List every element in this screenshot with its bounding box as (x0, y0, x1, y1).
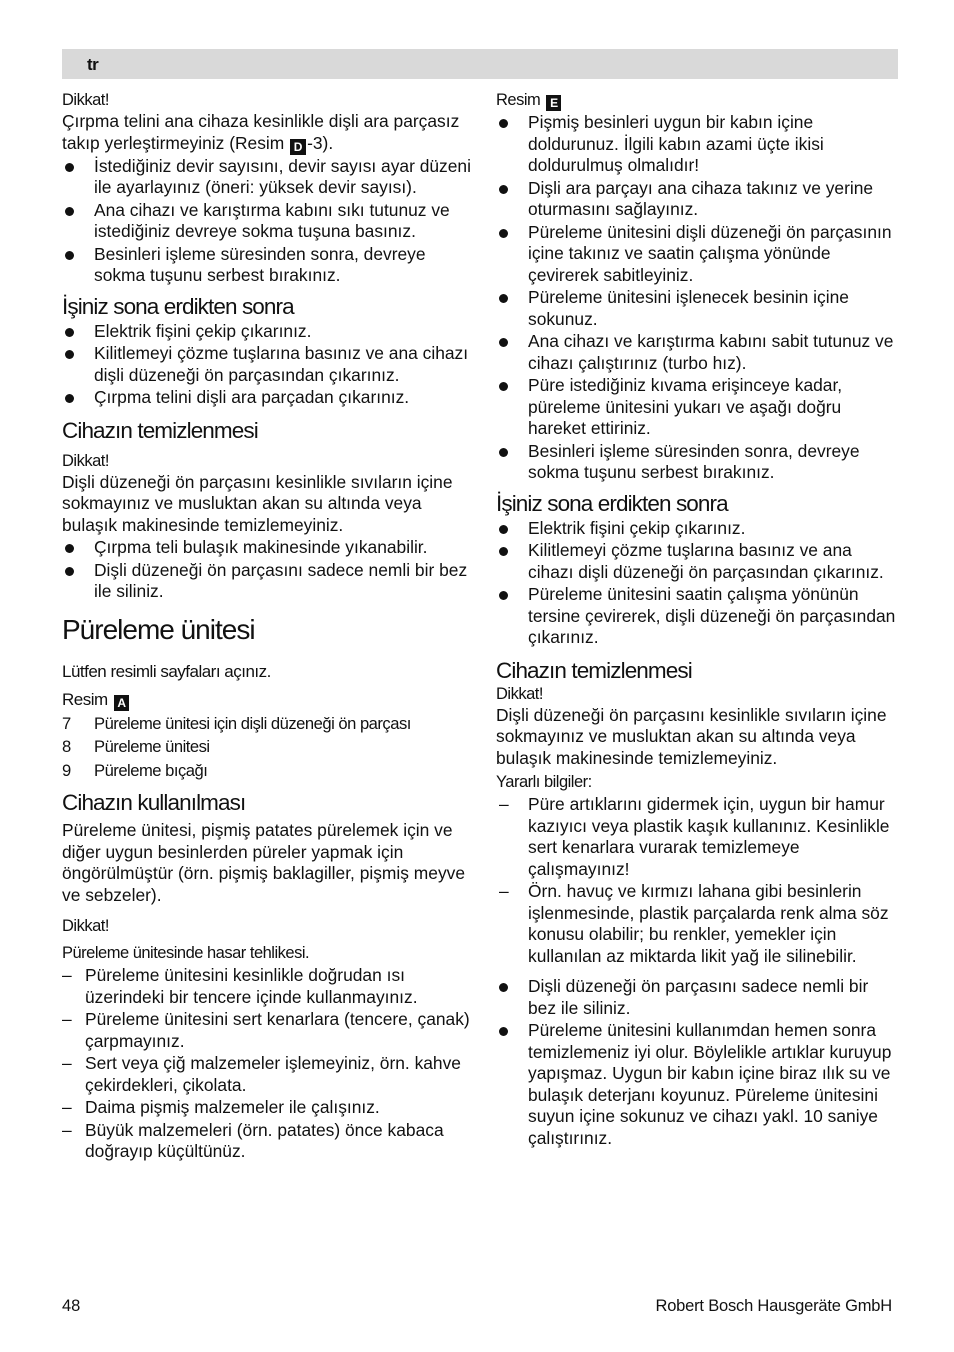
warning-label: Dikkat! (496, 684, 543, 703)
warning-label: Dikkat! (62, 917, 109, 935)
bullet-icon (499, 1027, 508, 1036)
bullet-icon (65, 251, 74, 260)
figure-reference: Resim E (496, 90, 898, 111)
list-item: – Sert veya çiğ malzemeler işlemeyiniz, örn. kahve çekirdekleri, çikolata. (62, 1053, 461, 1095)
list-item: Ana cihazı ve karıştırma kabını sabit tutunuz ve cihazı çalıştırınız (turbo hız). (496, 331, 898, 374)
figure-d-icon: D (290, 139, 306, 155)
list-item: Besinleri işleme süresinden sonra, devreye sokma tuşunu serbest bırakınız. (496, 441, 898, 484)
bullet-icon (499, 525, 508, 534)
caution-list (62, 965, 472, 1163)
puree-steps-list (496, 112, 898, 484)
left-column (62, 90, 472, 1163)
section-heading-after-use: İşiniz sona erdikten sonra (62, 293, 294, 319)
list-item: – Büyük malzemeleri (örn. patates) önce kabaca doğrayıp küçültünüz. (62, 1119, 444, 1161)
list-item: Pişmiş besinleri uygun bir kabın içine doldurunuz. İlgili kabın azami üçte ikisi doldurulmuş olmalıdır! (496, 112, 898, 177)
bullet-icon (65, 207, 74, 216)
bullet-icon (65, 350, 74, 359)
language-code: tr (87, 55, 99, 74)
part-item: 7 Püreleme ünitesi için dişli düzeneği ön parçası (62, 713, 411, 733)
section-heading-cleaning: Cihazın temizlenmesi (496, 657, 692, 683)
list-item: – Püre artıklarını gidermek için, uygun bir hamur kazıyıcı veya plastik kaşık kullanınız. Kesinlikle sert kenarlara vurarak temizlemeye çalışmayınız! (499, 794, 890, 879)
bullet-icon (499, 119, 508, 128)
tips-list (496, 794, 898, 967)
bullet-icon (499, 338, 508, 347)
bullet-icon (65, 328, 74, 337)
list-item: – Daima pişmiş malzemeler ile çalışınız. (62, 1097, 380, 1117)
tips-label: Yararlı bilgiler: (496, 773, 592, 791)
steps-list (62, 156, 472, 287)
page-number: 48 (62, 1297, 81, 1315)
after-use-list (62, 321, 472, 409)
bullet-icon (499, 229, 508, 238)
list-item: – Püreleme ünitesini kesinlikle doğrudan ısı üzerindeki bir tencere içinde kullanmayınız. (62, 965, 418, 1007)
list-item: Elektrik fişini çekip çıkarınız. (62, 321, 472, 343)
parts-list (62, 713, 472, 782)
list-item: İstediğiniz devir sayısını, devir sayısı ayar düzeni ile ayarlayınız (öneri: yüksek devir sayısı). (62, 156, 472, 199)
bullet-icon (65, 567, 74, 576)
section-heading-usage: Cihazın kullanılması (62, 790, 246, 815)
warning-text: Dişli düzeneği ön parçasını kesinlikle sıvıların içine sokmayınız ve musluktan akan su altında veya bulaşık makinesinde temizlemeyiniz. (62, 471, 453, 535)
section-heading-after-use: İşiniz sona erdikten sonra (496, 490, 728, 516)
warning-text: Çırpma telini ana cihaza kesinlikle dişli ara parçasız takıp yerleştirmeyiniz (Resim D -3). (62, 111, 460, 154)
bullet-icon (65, 163, 74, 172)
bullet-icon (499, 185, 508, 194)
bullet-icon (65, 544, 74, 553)
list-item: Elektrik fişini çekip çıkarınız. (496, 518, 898, 540)
bullet-icon (499, 983, 508, 992)
page-title: Püreleme ünitesi (62, 613, 255, 645)
figure-e-icon: E (546, 95, 561, 111)
list-item: Ana cihazı ve karıştırma kabını sıkı tutunuz ve istediğiniz devreye sokma tuşuna basınız. (62, 200, 472, 243)
warning-text: Dişli düzeneği ön parçasını kesinlikle sıvıların içine sokmayınız ve musluktan akan su altında veya bulaşık makinesinde temizlemeyiniz. (496, 704, 887, 768)
usage-text: Püreleme ünitesi, pişmiş patates pürelemek için ve diğer uygun besinlerden püreler yapmak için öngörülmüştür (örn. pişmiş baklagiller, pişmiş meyve ve sebzeler). (62, 820, 466, 905)
list-item: – Örn. havuç ve kırmızı lahana gibi besinlerin işlenmesinde, plastik parçalarda renk alma söz konusu olabilir; bu renkler, yemekler için kullanılan az miktarda likit yağ ile silinebilir. (499, 881, 889, 966)
cleaning-list (496, 976, 898, 1149)
list-item: Püreleme ünitesini kullanımdan hemen sonra temizlemeniz iyi olur. Böylelikle artıklar kuruyup yapışmaz. Uygun bir kabın içine biraz ılık su ve bulaşık deterjanı koyunuz. Püreleme ünitesini suyun içine sokunuz ve cihazı yakl. 10 saniye çalıştırınız. (496, 1020, 898, 1149)
list-item: Dişli düzeneği ön parçasını sadece nemli bir bez ile siliniz. (62, 560, 472, 603)
list-item: Çırpma telini dişli ara parçadan çıkarınız. (62, 387, 472, 409)
language-header-bar (62, 49, 898, 79)
list-item: Dişli düzeneği ön parçasını sadece nemli bir bez ile siliniz. (496, 976, 898, 1019)
figure-reference: Resim A (62, 689, 472, 711)
list-item: Kilitlemeyi çözme tuşlarına basınız ve ana cihazı dişli düzeneği ön parçasından çıkarınız. (62, 343, 472, 386)
part-item: 9 Püreleme bıçağı (62, 760, 208, 780)
list-item: Püreleme ünitesini dişli düzeneği ön parçasının içine takınız ve saatin çalışma yönünde çevirerek sabitleyiniz. (496, 222, 898, 287)
list-item: Püreleme ünitesini saatin çalışma yönünün tersine çevirerek, dişli düzeneği ön parçasından çıkarınız. (496, 584, 898, 649)
bullet-icon (499, 547, 508, 556)
after-use-list (496, 518, 898, 649)
company-name: Robert Bosch Hausgeräte GmbH (655, 1297, 892, 1315)
bullet-icon (499, 591, 508, 600)
figure-a-icon: A (114, 695, 129, 711)
list-item: – Püreleme ünitesini sert kenarlara (tencere, çanak) çarpmayınız. (62, 1009, 470, 1051)
list-item: Püre istediğiniz kıvama erişinceye kadar, püreleme ünitesini yukarı ve aşağı doğru hareket ettiriniz. (496, 375, 898, 440)
open-pages-note: Lütfen resimli sayfaları açınız. (62, 661, 271, 681)
list-item: Dişli ara parçayı ana cihaza takınız ve yerine oturmasını sağlayınız. (496, 178, 898, 221)
list-item: Besinleri işleme süresinden sonra, devreye sokma tuşunu serbest bırakınız. (62, 244, 472, 287)
warning-label: Dikkat! (62, 91, 109, 109)
damage-warning: Püreleme ünitesinde hasar tehlikesi. (62, 944, 310, 962)
bullet-icon (499, 382, 508, 391)
part-item: 8 Püreleme ünitesi (62, 737, 210, 756)
cleaning-list (62, 537, 472, 603)
warning-label: Dikkat! (62, 451, 109, 470)
list-item: Kilitlemeyi çözme tuşlarına basınız ve ana cihazı dişli düzeneği ön parçasından çıkarınız. (496, 540, 898, 583)
bullet-icon (499, 294, 508, 303)
list-item: Püreleme ünitesini işlenecek besinin içine sokunuz. (496, 287, 898, 330)
bullet-icon (65, 394, 74, 403)
bullet-icon (499, 448, 508, 457)
list-item: Çırpma teli bulaşık makinesinde yıkanabilir. (62, 537, 472, 559)
right-column (496, 90, 898, 1149)
section-heading-cleaning: Cihazın temizlenmesi (62, 417, 258, 443)
